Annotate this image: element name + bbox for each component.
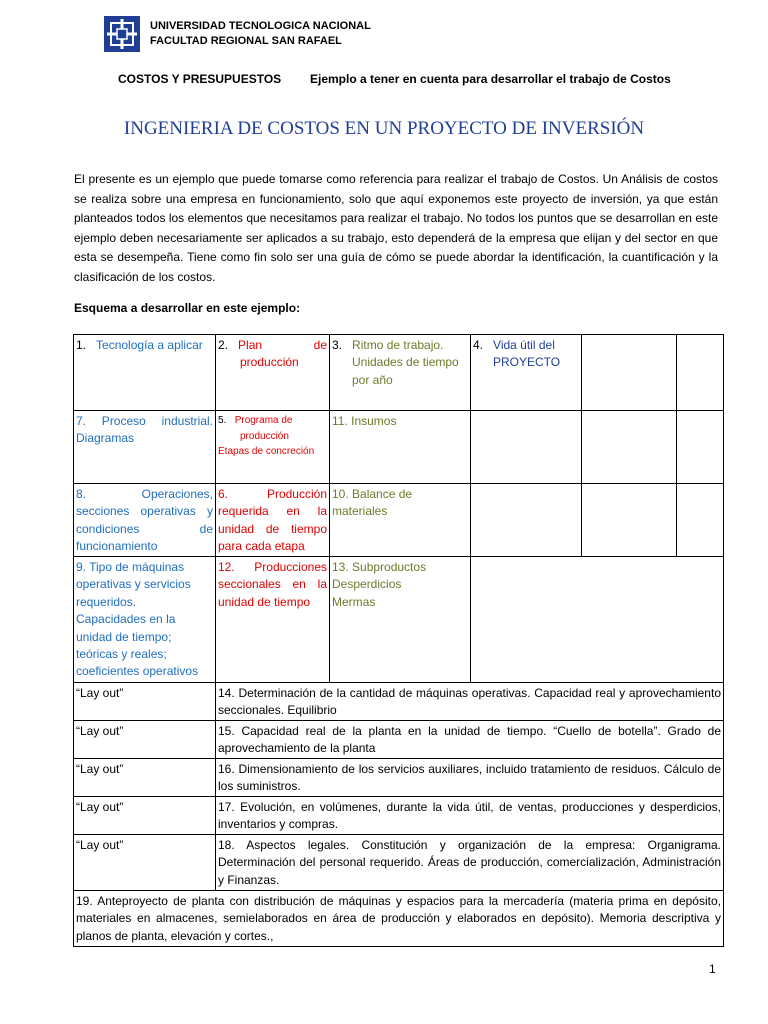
layout-text: 15. Capacidad real de la planta en la unidad de tiempo. “Cuello de botella”. Grado de aprovechamiento de la planta: [216, 721, 724, 759]
item-number: 1.: [76, 338, 87, 352]
cell-producciones-seccionales: [216, 557, 330, 683]
item-text: para cada etapa: [218, 539, 305, 554]
cell-empty: [677, 411, 724, 484]
item-text: por año: [352, 372, 393, 387]
layout-label: “Lay out”: [74, 797, 216, 835]
document-title: INGENIERIA DE COSTOS EN UN PROYECTO DE INVERSIÓN: [123, 118, 645, 139]
cell-plan-produccion: [216, 335, 330, 411]
layout-label: “Lay out”: [74, 721, 216, 759]
item-text: 12. Producciones: [218, 560, 327, 574]
cell-produccion-requerida: [216, 484, 330, 557]
cell-balance-materiales: [330, 484, 471, 557]
item-text: unidad de tiempo: [218, 521, 327, 536]
item-text: 9. Tipo de máquinas: [76, 560, 185, 574]
item-text: de: [313, 338, 327, 352]
cell-empty: [582, 484, 677, 557]
table-row: [74, 891, 724, 947]
item-text: Programa de: [234, 415, 293, 426]
cell-ritmo-trabajo: [330, 335, 471, 411]
cell-tipo-maquinas: [74, 557, 216, 683]
cell-empty: [471, 557, 724, 683]
item-number: 3.: [332, 338, 343, 352]
item-text: 8. Operaciones,: [76, 487, 213, 501]
schema-table: [73, 334, 724, 947]
table-row: [74, 759, 724, 797]
item-text: Plan: [238, 338, 263, 352]
item-number: 4.: [473, 338, 484, 352]
utn-logo-icon: [104, 16, 140, 52]
item-number: 5.: [218, 415, 227, 426]
layout-text: 14. Determinación de la cantidad de máquinas operativas. Capacidad real y aprovechamiento seccionales. Equilibrio: [216, 683, 724, 721]
cell-empty: [677, 484, 724, 557]
item-text: seccionales en la: [218, 577, 327, 592]
cell-programa-produccion: [216, 411, 330, 484]
subject-title: COSTOS Y PRESUPUESTOS: [118, 72, 282, 86]
layout-text: 18. Aspectos legales. Constitución y organización de la empresa: Organigrama. Determinación del personal requerido. Áreas de producción, comercialización, Administración y Finanzas.: [216, 835, 724, 891]
cell-empty: [677, 335, 724, 411]
item-text: funcionamiento: [76, 539, 158, 554]
faculty-name: FACULTAD REGIONAL SAN RAFAEL: [150, 35, 342, 47]
item-text: 6. Producción: [218, 487, 327, 501]
cell-operaciones: [74, 484, 216, 557]
item-text: secciones operativas y: [76, 504, 213, 519]
item-text: PROYECTO: [493, 355, 561, 370]
item-text: operativas y servicios: [76, 577, 191, 592]
item-text: Mermas: [332, 594, 376, 609]
institution-header: [150, 19, 371, 49]
layout-text: 16. Dimensionamiento de los servicios auxiliares, incluido tratamiento de residuos. Cálculo de los suministros.: [216, 759, 724, 797]
cell-empty: [582, 335, 677, 411]
item-text: Etapas de concreción: [218, 446, 315, 457]
table-row: [74, 484, 724, 557]
item-text: Ritmo de trabajo.: [352, 338, 444, 352]
item-text: teóricas y reales;: [76, 647, 167, 662]
table-row: [74, 411, 724, 484]
item-text: Diagramas: [76, 431, 135, 446]
cell-empty: [582, 411, 677, 484]
item-number: 2.: [218, 338, 229, 352]
cell-proceso-industrial: [74, 411, 216, 484]
item-text: Desperdicios: [332, 577, 402, 592]
layout-label: “Lay out”: [74, 835, 216, 891]
cell-empty: [471, 484, 582, 557]
item-text: requerida en la: [218, 504, 327, 519]
table-row: [74, 557, 724, 683]
cell-tecnologia: [74, 335, 216, 411]
item-text: Capacidades en la: [76, 612, 176, 627]
item-text: 10. Balance de: [332, 487, 413, 501]
item-text: materiales: [332, 504, 388, 519]
table-row: [74, 835, 724, 891]
table-row: [74, 721, 724, 759]
page-number: 1: [709, 962, 716, 976]
table-row: [74, 335, 724, 411]
university-name: UNIVERSIDAD TECNOLOGICA NACIONAL: [150, 20, 371, 32]
item-text: 13. Subproductos: [332, 560, 427, 574]
layout-label: “Lay out”: [74, 683, 216, 721]
final-row-text: 19. Anteproyecto de planta con distribución de máquinas y espacios para la mercadería (materia prima en depósito, materiales en almacenes, semielaborados en área de producción y elaborados en depósito). Memoria descriptiva y planos de planta, elevación y cortes.,: [74, 891, 724, 947]
cell-vida-util: [471, 335, 582, 411]
header-note: Ejemplo a tener en cuenta para desarrollar el trabajo de Costos: [310, 72, 671, 86]
item-text: Vida útil del: [493, 338, 555, 352]
item-text: Unidades de tiempo: [352, 355, 459, 370]
item-text: condiciones de: [76, 521, 213, 536]
item-text: unidad de tiempo;: [76, 629, 172, 644]
schema-label: Esquema a desarrollar en este ejemplo:: [74, 301, 301, 315]
item-text: Tecnología a aplicar: [96, 338, 203, 352]
intro-paragraph: El presente es un ejemplo que puede tomarse como referencia para realizar el trabajo de Costos. Un Análisis de costos se realiza sobre una empresa en funcionamiento, solo que aquí exponemos este proyecto de inversión, ya que están planteados todos los elementos que necesitamos para realizar el trabajo. No todos los puntos que se desarrollan en este ejemplo deben necesariamente ser aplicados a su trabajo, esto dependerá de la empresa que elijan y del sector en que esta se desempeña. Tiene como fin solo ser una guía de cómo se puede abordar la identificación, la cuantificación y la clasificación de los costos.: [74, 172, 718, 284]
table-row: [74, 683, 724, 721]
item-text: producción: [240, 430, 289, 442]
cell-empty: [471, 411, 582, 484]
cell-subproductos: [330, 557, 471, 683]
cell-insumos: 11. Insumos: [330, 411, 471, 484]
item-text: requeridos.: [76, 594, 137, 609]
layout-text: 17. Evolución, en volúmenes, durante la vida útil, de ventas, producciones y desperdicios, inventarios y compras.: [216, 797, 724, 835]
item-text: producción: [240, 355, 299, 370]
item-text: 7. Proceso industrial.: [76, 414, 213, 428]
item-text: unidad de tiempo: [218, 594, 311, 609]
table-row: [74, 797, 724, 835]
item-text: coeficientes operativos: [76, 664, 199, 679]
layout-label: “Lay out”: [74, 759, 216, 797]
